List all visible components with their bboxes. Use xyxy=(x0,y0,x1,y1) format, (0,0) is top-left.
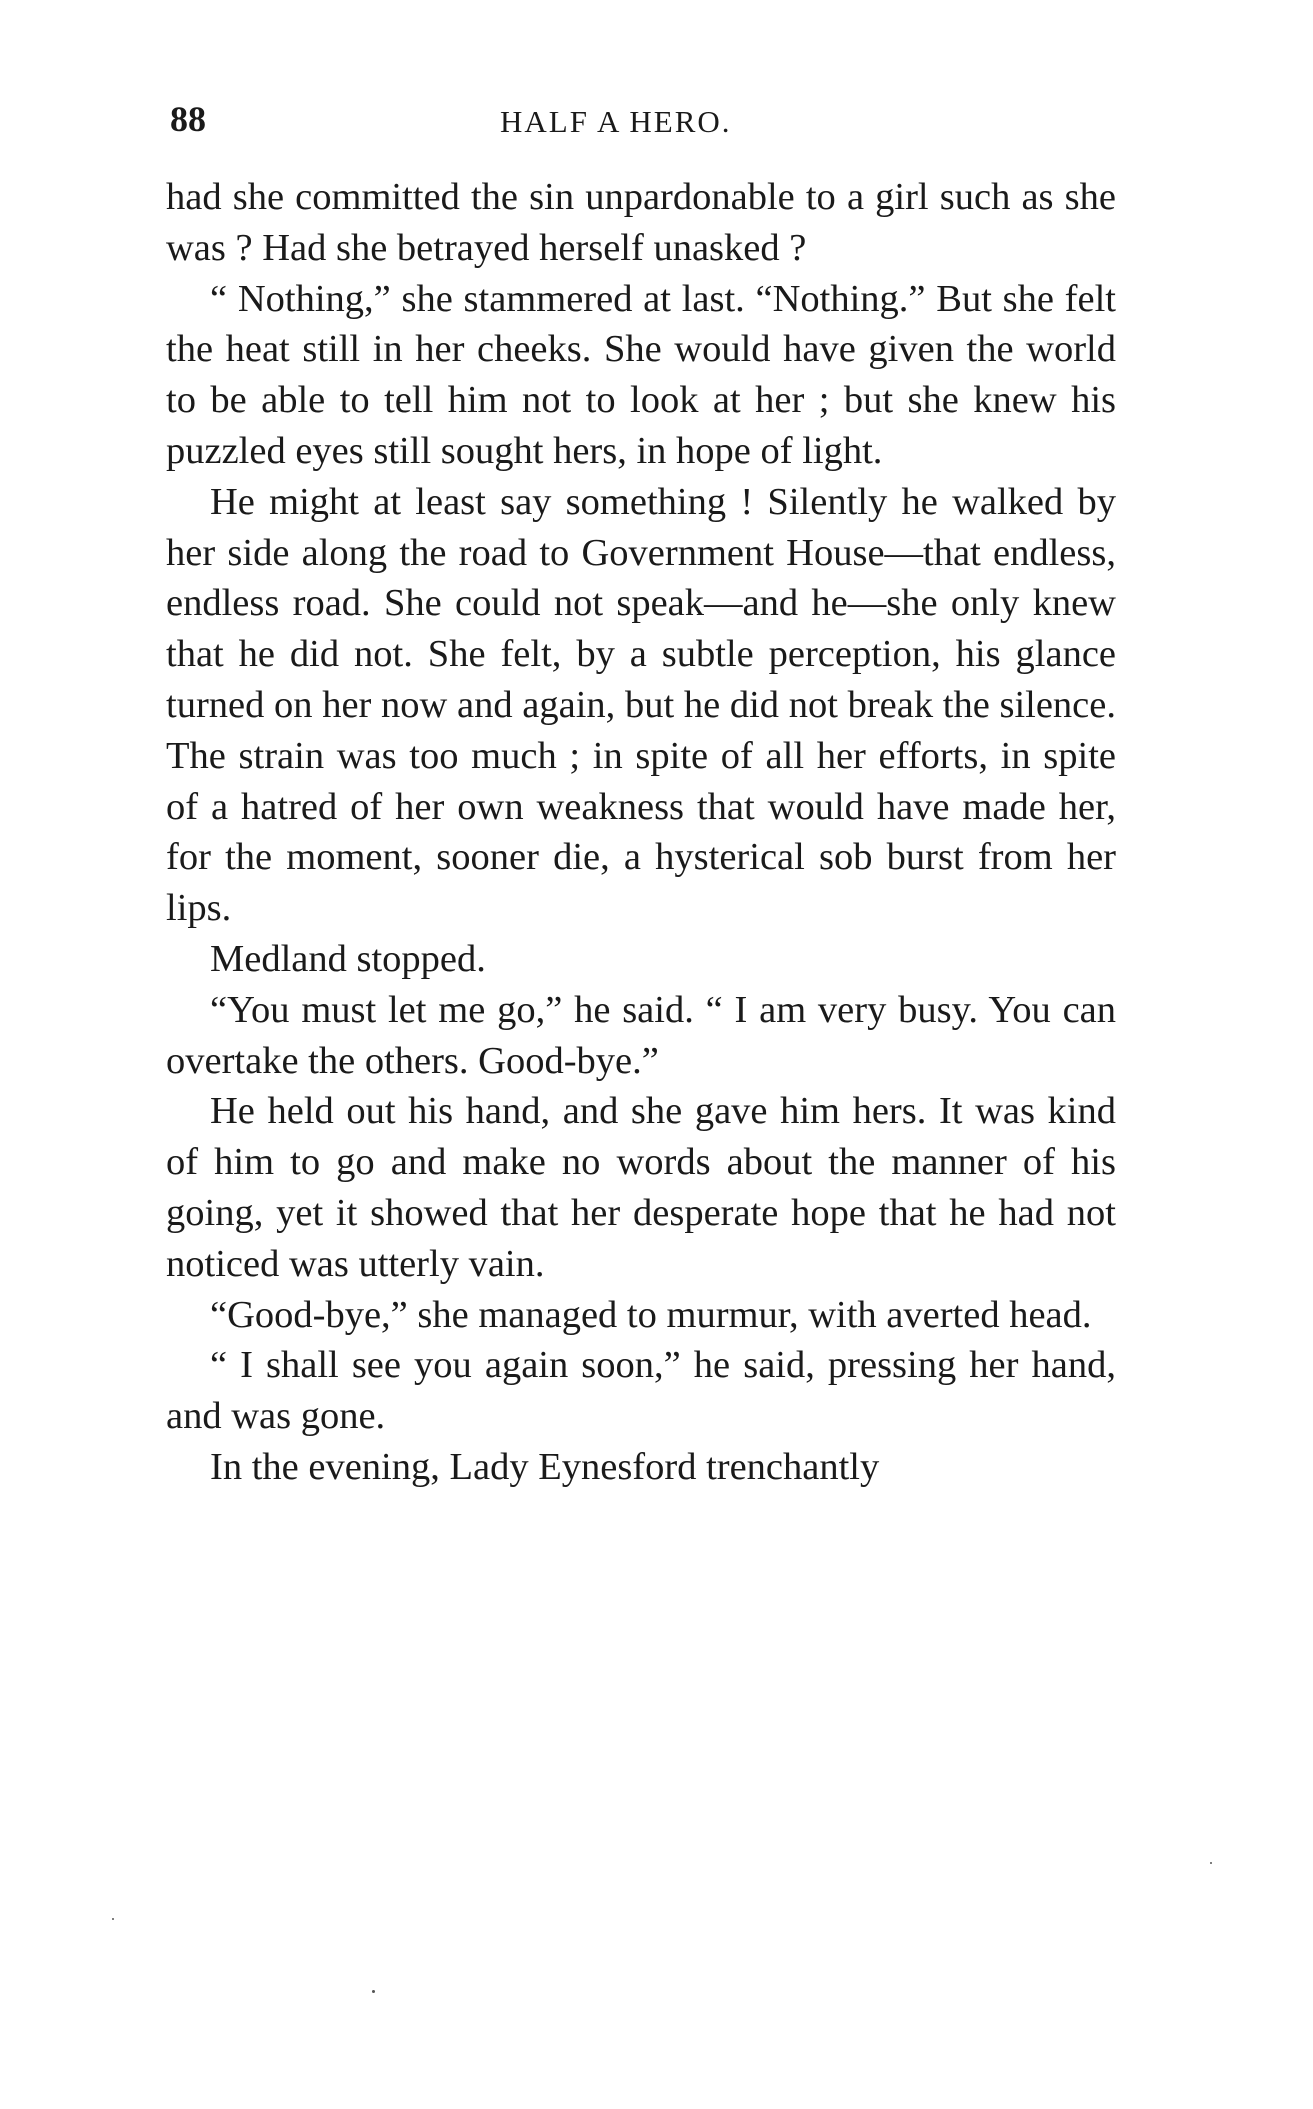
paragraph-7: “Good-bye,” she managed to murmur, with averted head. xyxy=(210,1293,1092,1336)
paragraph-1: had she committed the sin unpardonable to a girl such as she was ? Had she betrayed herself unasked ? xyxy=(166,176,1116,269)
page-number: 88 xyxy=(170,99,206,139)
paragraph-2: “ Nothing,” she stammered at last. “Nothing.” But she felt the heat still in her cheeks. She would have given the world to be able to tell him not to look at her ; but she knew his puzzled eyes still sought hers, in hope of light. xyxy=(166,277,1116,472)
body-text xyxy=(166,172,1116,1493)
running-head xyxy=(170,98,1120,148)
scan-speck xyxy=(372,1990,375,1993)
paragraph-3: He might at least say something ! Silently he walked by her side along the road to Government House—that endless, endless road. She could not speak—and he—she only knew that he did not. She felt, by a subtle perception, his glance turned on her now and again, but he did not break the silence. The strain was too much ; in spite of all her efforts, in spite of a hatred of her own weakness that would have made her, for the moment, sooner die, a hysterical sob burst from her lips. xyxy=(166,480,1116,930)
running-title: HALF A HERO. xyxy=(500,104,732,139)
paragraph-4: Medland stopped. xyxy=(210,937,486,980)
paragraph-6: He held out his hand, and she gave him hers. It was kind of him to go and make no words about the manner of his going, yet it showed that her desperate hope that he had not noticed was utterly vain. xyxy=(166,1090,1116,1285)
paragraph-5: “You must let me go,” he said. “ I am very busy. You can overtake the others. Good-bye.” xyxy=(166,988,1116,1082)
scan-speck xyxy=(1210,1862,1212,1864)
paragraph-9: In the evening, Lady Eynesford trenchantly xyxy=(210,1445,880,1488)
paragraph-8: “ I shall see you again soon,” he said, pressing her hand, and was gone. xyxy=(166,1344,1116,1438)
scan-speck xyxy=(112,1918,114,1920)
